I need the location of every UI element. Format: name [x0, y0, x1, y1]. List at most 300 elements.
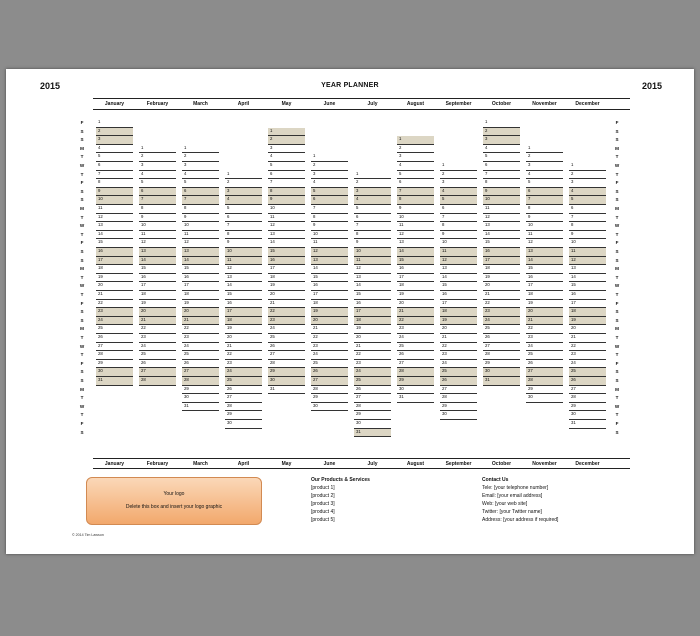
day-cell[interactable]: 24 — [96, 317, 133, 326]
day-cell[interactable]: 17 — [526, 282, 563, 291]
day-cell[interactable]: 6 — [182, 188, 219, 197]
day-cell[interactable]: 5 — [96, 153, 133, 162]
day-cell[interactable]: 11 — [96, 205, 133, 214]
day-cell[interactable]: 8 — [96, 179, 133, 188]
day-cell[interactable]: 9 — [440, 231, 477, 240]
day-cell[interactable]: 24 — [182, 343, 219, 352]
day-cell[interactable]: 6 — [440, 205, 477, 214]
day-cell[interactable]: 9 — [311, 222, 348, 231]
day-cell[interactable]: 24 — [354, 368, 391, 377]
day-cell[interactable]: 3 — [526, 162, 563, 171]
day-cell[interactable]: 29 — [225, 411, 262, 420]
day-cell[interactable]: 21 — [311, 325, 348, 334]
day-cell[interactable]: 16 — [268, 257, 305, 266]
day-cell[interactable]: 29 — [440, 403, 477, 412]
day-cell[interactable]: 30 — [397, 386, 434, 395]
day-cell[interactable]: 11 — [182, 231, 219, 240]
day-cell[interactable]: 4 — [354, 196, 391, 205]
day-cell[interactable]: 19 — [397, 291, 434, 300]
day-cell[interactable]: 19 — [569, 317, 606, 326]
day-cell[interactable]: 4 — [526, 171, 563, 180]
day-cell[interactable]: 26 — [182, 360, 219, 369]
day-cell[interactable]: 18 — [225, 317, 262, 326]
day-cell[interactable]: 27 — [268, 351, 305, 360]
day-cell[interactable]: 16 — [139, 274, 176, 283]
day-cell[interactable]: 23 — [268, 317, 305, 326]
day-cell[interactable]: 13 — [311, 257, 348, 266]
day-cell[interactable]: 10 — [96, 196, 133, 205]
day-cell[interactable]: 17 — [397, 274, 434, 283]
day-cell[interactable]: 28 — [268, 360, 305, 369]
day-cell[interactable]: 25 — [139, 351, 176, 360]
day-cell[interactable]: 22 — [440, 343, 477, 352]
day-cell[interactable]: 27 — [182, 368, 219, 377]
day-cell[interactable]: 9 — [96, 188, 133, 197]
day-cell[interactable]: 26 — [397, 351, 434, 360]
day-cell[interactable]: 18 — [354, 317, 391, 326]
day-cell[interactable]: 16 — [569, 291, 606, 300]
day-cell[interactable]: 25 — [526, 351, 563, 360]
day-cell[interactable]: 29 — [268, 368, 305, 377]
day-cell[interactable]: 28 — [397, 368, 434, 377]
day-cell[interactable]: 19 — [139, 300, 176, 309]
day-cell[interactable]: 28 — [182, 377, 219, 386]
day-cell[interactable]: 28 — [483, 351, 520, 360]
day-cell[interactable]: 2 — [311, 162, 348, 171]
day-cell[interactable]: 22 — [483, 300, 520, 309]
day-cell[interactable]: 29 — [397, 377, 434, 386]
day-cell[interactable]: 25 — [96, 325, 133, 334]
day-cell[interactable]: 11 — [526, 231, 563, 240]
day-cell[interactable]: 22 — [311, 334, 348, 343]
day-cell[interactable]: 24 — [139, 343, 176, 352]
day-cell[interactable]: 17 — [139, 282, 176, 291]
day-cell[interactable]: 30 — [526, 394, 563, 403]
day-cell[interactable]: 5 — [182, 179, 219, 188]
day-cell[interactable]: 5 — [440, 196, 477, 205]
day-cell[interactable]: 10 — [225, 248, 262, 257]
day-cell[interactable]: 1 — [526, 145, 563, 154]
day-cell[interactable]: 23 — [225, 360, 262, 369]
day-cell[interactable]: 4 — [182, 171, 219, 180]
day-cell[interactable]: 15 — [354, 291, 391, 300]
day-cell[interactable]: 19 — [440, 317, 477, 326]
day-cell[interactable]: 12 — [569, 257, 606, 266]
day-cell[interactable]: 2 — [397, 145, 434, 154]
day-cell[interactable]: 5 — [483, 153, 520, 162]
day-cell[interactable]: 17 — [354, 308, 391, 317]
day-cell[interactable]: 5 — [268, 162, 305, 171]
day-cell[interactable]: 3 — [268, 145, 305, 154]
day-cell[interactable]: 9 — [182, 214, 219, 223]
day-cell[interactable]: 24 — [483, 317, 520, 326]
day-cell[interactable]: 10 — [440, 239, 477, 248]
day-cell[interactable]: 7 — [440, 214, 477, 223]
day-cell[interactable]: 30 — [569, 411, 606, 420]
day-cell[interactable]: 8 — [311, 214, 348, 223]
day-cell[interactable]: 23 — [526, 334, 563, 343]
day-cell[interactable]: 14 — [526, 257, 563, 266]
day-cell[interactable]: 2 — [440, 171, 477, 180]
day-cell[interactable]: 28 — [311, 386, 348, 395]
day-cell[interactable]: 15 — [225, 291, 262, 300]
day-cell[interactable]: 12 — [225, 265, 262, 274]
day-cell[interactable]: 21 — [96, 291, 133, 300]
day-cell[interactable]: 8 — [483, 179, 520, 188]
day-cell[interactable]: 2 — [569, 171, 606, 180]
day-cell[interactable]: 8 — [354, 231, 391, 240]
day-cell[interactable]: 11 — [268, 214, 305, 223]
day-cell[interactable]: 9 — [225, 239, 262, 248]
day-cell[interactable]: 10 — [268, 205, 305, 214]
day-cell[interactable]: 30 — [311, 403, 348, 412]
day-cell[interactable]: 30 — [96, 368, 133, 377]
day-cell[interactable]: 25 — [311, 360, 348, 369]
day-cell[interactable]: 20 — [268, 291, 305, 300]
day-cell[interactable]: 25 — [397, 343, 434, 352]
day-cell[interactable]: 22 — [182, 325, 219, 334]
day-cell[interactable]: 6 — [139, 188, 176, 197]
day-cell[interactable]: 27 — [354, 394, 391, 403]
day-cell[interactable]: 4 — [397, 162, 434, 171]
day-cell[interactable]: 7 — [268, 179, 305, 188]
day-cell[interactable]: 8 — [569, 222, 606, 231]
day-cell[interactable]: 25 — [569, 368, 606, 377]
day-cell[interactable]: 3 — [397, 153, 434, 162]
day-cell[interactable]: 27 — [311, 377, 348, 386]
day-cell[interactable]: 19 — [483, 274, 520, 283]
day-cell[interactable]: 9 — [354, 239, 391, 248]
day-cell[interactable]: 16 — [96, 248, 133, 257]
day-cell[interactable]: 26 — [311, 368, 348, 377]
day-cell[interactable]: 26 — [569, 377, 606, 386]
day-cell[interactable]: 22 — [526, 325, 563, 334]
day-cell[interactable]: 6 — [569, 205, 606, 214]
day-cell[interactable]: 3 — [225, 188, 262, 197]
day-cell[interactable]: 13 — [483, 222, 520, 231]
day-cell[interactable]: 24 — [311, 351, 348, 360]
day-cell[interactable]: 8 — [397, 196, 434, 205]
day-cell[interactable]: 6 — [397, 179, 434, 188]
day-cell[interactable]: 3 — [182, 162, 219, 171]
day-cell[interactable]: 19 — [268, 282, 305, 291]
day-cell[interactable]: 7 — [182, 196, 219, 205]
day-cell[interactable]: 12 — [397, 231, 434, 240]
day-cell[interactable]: 23 — [397, 325, 434, 334]
day-cell[interactable]: 22 — [397, 317, 434, 326]
day-cell[interactable]: 21 — [526, 317, 563, 326]
day-cell[interactable]: 15 — [569, 282, 606, 291]
day-cell[interactable]: 10 — [139, 222, 176, 231]
day-cell[interactable]: 10 — [526, 222, 563, 231]
day-cell[interactable]: 3 — [139, 162, 176, 171]
day-cell[interactable]: 18 — [569, 308, 606, 317]
day-cell[interactable]: 11 — [483, 205, 520, 214]
day-cell[interactable]: 11 — [440, 248, 477, 257]
day-cell[interactable]: 14 — [311, 265, 348, 274]
day-cell[interactable]: 28 — [569, 394, 606, 403]
day-cell[interactable]: 2 — [139, 153, 176, 162]
day-cell[interactable]: 7 — [397, 188, 434, 197]
day-cell[interactable]: 19 — [311, 308, 348, 317]
day-cell[interactable]: 2 — [182, 153, 219, 162]
day-cell[interactable]: 16 — [311, 282, 348, 291]
day-cell[interactable]: 21 — [225, 343, 262, 352]
day-cell[interactable]: 20 — [96, 282, 133, 291]
day-cell[interactable]: 6 — [96, 162, 133, 171]
day-cell[interactable]: 20 — [569, 325, 606, 334]
day-cell[interactable]: 17 — [225, 308, 262, 317]
day-cell[interactable]: 11 — [139, 231, 176, 240]
day-cell[interactable]: 31 — [96, 377, 133, 386]
day-cell[interactable]: 8 — [225, 231, 262, 240]
day-cell[interactable]: 11 — [311, 239, 348, 248]
day-cell[interactable]: 6 — [225, 214, 262, 223]
day-cell[interactable]: 21 — [569, 334, 606, 343]
day-cell[interactable]: 19 — [526, 300, 563, 309]
day-cell[interactable]: 24 — [225, 368, 262, 377]
day-cell[interactable]: 4 — [440, 188, 477, 197]
day-cell[interactable]: 15 — [397, 257, 434, 266]
day-cell[interactable]: 24 — [397, 334, 434, 343]
day-cell[interactable]: 7 — [354, 222, 391, 231]
day-cell[interactable]: 24 — [526, 343, 563, 352]
day-cell[interactable]: 15 — [139, 265, 176, 274]
day-cell[interactable]: 23 — [569, 351, 606, 360]
day-cell[interactable]: 22 — [225, 351, 262, 360]
day-cell[interactable]: 7 — [483, 171, 520, 180]
day-cell[interactable]: 30 — [182, 394, 219, 403]
day-cell[interactable]: 5 — [139, 179, 176, 188]
day-cell[interactable]: 15 — [440, 282, 477, 291]
day-cell[interactable]: 5 — [526, 179, 563, 188]
day-cell[interactable]: 14 — [225, 282, 262, 291]
day-cell[interactable]: 6 — [311, 196, 348, 205]
day-cell[interactable]: 28 — [526, 377, 563, 386]
day-cell[interactable]: 24 — [268, 325, 305, 334]
day-cell[interactable]: 20 — [354, 334, 391, 343]
day-cell[interactable]: 7 — [139, 196, 176, 205]
day-cell[interactable]: 20 — [440, 325, 477, 334]
day-cell[interactable]: 21 — [182, 317, 219, 326]
day-cell[interactable]: 12 — [311, 248, 348, 257]
day-cell[interactable]: 28 — [440, 394, 477, 403]
day-cell[interactable]: 6 — [483, 162, 520, 171]
day-cell[interactable]: 26 — [225, 386, 262, 395]
day-cell[interactable]: 2 — [96, 128, 133, 137]
day-cell[interactable]: 1 — [397, 136, 434, 145]
day-cell[interactable]: 9 — [569, 231, 606, 240]
day-cell[interactable]: 29 — [526, 386, 563, 395]
day-cell[interactable]: 31 — [354, 429, 391, 438]
day-cell[interactable]: 6 — [268, 171, 305, 180]
day-cell[interactable]: 29 — [96, 360, 133, 369]
day-cell[interactable]: 20 — [483, 282, 520, 291]
day-cell[interactable]: 19 — [354, 325, 391, 334]
day-cell[interactable]: 13 — [440, 265, 477, 274]
day-cell[interactable]: 16 — [354, 300, 391, 309]
day-cell[interactable]: 16 — [182, 274, 219, 283]
day-cell[interactable]: 2 — [268, 136, 305, 145]
day-cell[interactable]: 3 — [440, 179, 477, 188]
day-cell[interactable]: 31 — [569, 420, 606, 429]
day-cell[interactable]: 19 — [96, 274, 133, 283]
day-cell[interactable]: 14 — [139, 257, 176, 266]
day-cell[interactable]: 26 — [526, 360, 563, 369]
day-cell[interactable]: 27 — [569, 386, 606, 395]
day-cell[interactable]: 20 — [397, 300, 434, 309]
day-cell[interactable]: 13 — [139, 248, 176, 257]
day-cell[interactable]: 26 — [354, 386, 391, 395]
day-cell[interactable]: 7 — [96, 171, 133, 180]
day-cell[interactable]: 8 — [526, 205, 563, 214]
day-cell[interactable]: 14 — [182, 257, 219, 266]
day-cell[interactable]: 27 — [483, 343, 520, 352]
day-cell[interactable]: 27 — [526, 368, 563, 377]
day-cell[interactable]: 25 — [440, 368, 477, 377]
day-cell[interactable]: 18 — [526, 291, 563, 300]
day-cell[interactable]: 17 — [96, 257, 133, 266]
day-cell[interactable]: 17 — [569, 300, 606, 309]
day-cell[interactable]: 20 — [182, 308, 219, 317]
day-cell[interactable]: 6 — [354, 214, 391, 223]
day-cell[interactable]: 17 — [440, 300, 477, 309]
day-cell[interactable]: 22 — [96, 300, 133, 309]
day-cell[interactable]: 9 — [483, 188, 520, 197]
day-cell[interactable]: 10 — [311, 231, 348, 240]
day-cell[interactable]: 15 — [96, 239, 133, 248]
day-cell[interactable]: 26 — [268, 343, 305, 352]
day-cell[interactable]: 25 — [483, 325, 520, 334]
day-cell[interactable]: 22 — [354, 351, 391, 360]
day-cell[interactable]: 18 — [397, 282, 434, 291]
day-cell[interactable]: 27 — [96, 343, 133, 352]
day-cell[interactable]: 14 — [440, 274, 477, 283]
day-cell[interactable]: 31 — [268, 386, 305, 395]
day-cell[interactable]: 22 — [569, 343, 606, 352]
day-cell[interactable]: 10 — [397, 214, 434, 223]
day-cell[interactable]: 10 — [354, 248, 391, 257]
day-cell[interactable]: 25 — [182, 351, 219, 360]
day-cell[interactable]: 1 — [139, 145, 176, 154]
day-cell[interactable]: 8 — [139, 205, 176, 214]
day-cell[interactable]: 12 — [182, 239, 219, 248]
day-cell[interactable]: 10 — [182, 222, 219, 231]
day-cell[interactable]: 19 — [182, 300, 219, 309]
day-cell[interactable]: 9 — [139, 214, 176, 223]
day-cell[interactable]: 24 — [440, 360, 477, 369]
day-cell[interactable]: 20 — [311, 317, 348, 326]
day-cell[interactable]: 15 — [483, 239, 520, 248]
day-cell[interactable]: 27 — [139, 368, 176, 377]
day-cell[interactable]: 4 — [311, 179, 348, 188]
day-cell[interactable]: 23 — [440, 351, 477, 360]
day-cell[interactable]: 16 — [483, 248, 520, 257]
day-cell[interactable]: 27 — [397, 360, 434, 369]
day-cell[interactable]: 14 — [96, 231, 133, 240]
day-cell[interactable]: 17 — [483, 257, 520, 266]
day-cell[interactable]: 8 — [182, 205, 219, 214]
day-cell[interactable]: 13 — [182, 248, 219, 257]
day-cell[interactable]: 21 — [483, 291, 520, 300]
logo-placeholder-box[interactable] — [86, 477, 262, 525]
day-cell[interactable]: 4 — [139, 171, 176, 180]
day-cell[interactable]: 5 — [397, 171, 434, 180]
day-cell[interactable]: 21 — [139, 317, 176, 326]
day-cell[interactable]: 12 — [440, 257, 477, 266]
day-cell[interactable]: 11 — [569, 248, 606, 257]
day-cell[interactable]: 30 — [440, 411, 477, 420]
day-cell[interactable]: 17 — [268, 265, 305, 274]
day-cell[interactable]: 4 — [569, 188, 606, 197]
day-cell[interactable]: 28 — [354, 403, 391, 412]
day-cell[interactable]: 29 — [483, 360, 520, 369]
day-cell[interactable]: 16 — [440, 291, 477, 300]
day-cell[interactable]: 23 — [311, 343, 348, 352]
day-cell[interactable]: 15 — [268, 248, 305, 257]
day-cell[interactable]: 4 — [225, 196, 262, 205]
day-cell[interactable]: 1 — [569, 162, 606, 171]
day-cell[interactable]: 16 — [526, 274, 563, 283]
day-cell[interactable]: 12 — [96, 214, 133, 223]
day-cell[interactable]: 16 — [225, 300, 262, 309]
day-cell[interactable]: 13 — [526, 248, 563, 257]
day-cell[interactable]: 18 — [440, 308, 477, 317]
day-cell[interactable]: 21 — [397, 308, 434, 317]
day-cell[interactable]: 13 — [569, 265, 606, 274]
day-cell[interactable]: 7 — [225, 222, 262, 231]
day-cell[interactable]: 2 — [225, 179, 262, 188]
day-cell[interactable]: 13 — [268, 231, 305, 240]
day-cell[interactable]: 30 — [354, 420, 391, 429]
day-cell[interactable]: 1 — [483, 119, 520, 128]
day-cell[interactable]: 13 — [225, 274, 262, 283]
day-cell[interactable]: 25 — [225, 377, 262, 386]
day-cell[interactable]: 27 — [225, 394, 262, 403]
day-cell[interactable]: 23 — [483, 308, 520, 317]
day-cell[interactable]: 23 — [354, 360, 391, 369]
day-cell[interactable]: 5 — [354, 205, 391, 214]
day-cell[interactable]: 13 — [397, 239, 434, 248]
day-cell[interactable]: 13 — [96, 222, 133, 231]
day-cell[interactable]: 9 — [397, 205, 434, 214]
day-cell[interactable]: 7 — [526, 196, 563, 205]
day-cell[interactable]: 13 — [354, 274, 391, 283]
day-cell[interactable]: 31 — [483, 377, 520, 386]
day-cell[interactable]: 18 — [139, 291, 176, 300]
day-cell[interactable]: 18 — [268, 274, 305, 283]
day-cell[interactable]: 24 — [569, 360, 606, 369]
day-cell[interactable]: 15 — [526, 265, 563, 274]
day-cell[interactable]: 12 — [268, 222, 305, 231]
day-cell[interactable]: 18 — [483, 265, 520, 274]
day-cell[interactable]: 3 — [483, 136, 520, 145]
day-cell[interactable]: 10 — [569, 239, 606, 248]
day-cell[interactable]: 27 — [440, 386, 477, 395]
day-cell[interactable]: 18 — [96, 265, 133, 274]
day-cell[interactable]: 18 — [182, 291, 219, 300]
day-cell[interactable]: 25 — [354, 377, 391, 386]
day-cell[interactable]: 22 — [268, 308, 305, 317]
day-cell[interactable]: 26 — [440, 377, 477, 386]
day-cell[interactable]: 30 — [483, 368, 520, 377]
day-cell[interactable]: 3 — [354, 188, 391, 197]
day-cell[interactable]: 3 — [569, 179, 606, 188]
day-cell[interactable]: 6 — [526, 188, 563, 197]
day-cell[interactable]: 12 — [139, 239, 176, 248]
day-cell[interactable]: 28 — [96, 351, 133, 360]
day-cell[interactable]: 23 — [182, 334, 219, 343]
